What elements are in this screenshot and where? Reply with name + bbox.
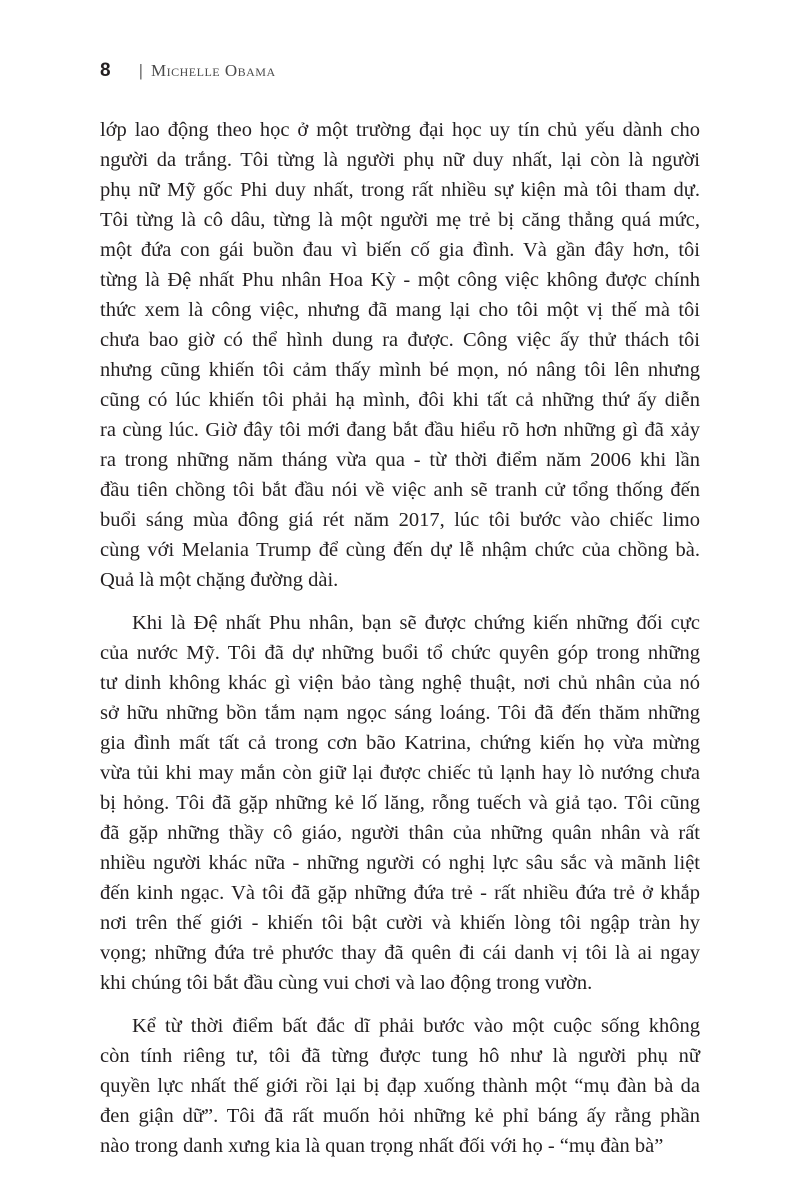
text-line: Quả là một chặng đường dài.	[100, 569, 339, 591]
text-line: một đứa con gái buồn đau vì biến cố gia đình. Và gần đây hơn, tôi	[100, 239, 700, 261]
text-line: ra cùng lúc. Giờ đây tôi mới đang bắt đầu hiểu rõ hơn những gì đã xảy	[100, 419, 700, 441]
text-line: bị hỏng. Tôi đã gặp những kẻ lố lăng, rỗng tuếch và giả tạo. Tôi cũng	[100, 792, 700, 814]
text-line: đến kinh ngạc. Và tôi đã gặp những đứa trẻ - rất nhiều đứa trẻ ở khắp	[100, 882, 700, 904]
text-line: Kể từ thời điểm bất đắc dĩ phải bước vào một cuộc sống không	[132, 1015, 700, 1037]
header-separator: |	[138, 61, 143, 80]
paragraph	[100, 608, 700, 998]
text-line: nào trong danh xưng kia là quan trọng nhất đối với họ - “mụ đàn bà”	[100, 1135, 664, 1157]
text-line: nhiều người khác nữa - những người có nghị lực sâu sắc và mãnh liệt	[100, 852, 700, 874]
text-line: còn tính riêng tư, tôi đã từng được tung hô như là người phụ nữ	[100, 1045, 700, 1067]
text-line: buổi sáng mùa đông giá rét năm 2017, lúc tôi bước vào chiếc limo	[100, 509, 700, 531]
text-line: chưa bao giờ có thể hình dung ra được. Công việc ấy thử thách tôi	[100, 329, 700, 351]
text-line: vừa tủi khi may mắn còn giữ lại được chiếc tủ lạnh hay lò nướng chưa	[100, 762, 700, 784]
text-line: thức xem là công việc, nhưng đã mang lại cho tôi một vị thế mà tôi	[100, 299, 700, 321]
page-number: 8	[100, 60, 111, 81]
text-line: ra trong những năm tháng vừa qua - từ thời điểm năm 2006 khi lần	[100, 449, 700, 471]
text-line: đen giận dữ”. Tôi đã rất muốn hỏi những kẻ phỉ báng ấy rằng phần	[100, 1105, 700, 1127]
text-line: khi chúng tôi bắt đầu cùng vui chơi và lao động trong vườn.	[100, 972, 593, 994]
text-line: Tôi từng là cô dâu, từng là một người mẹ trẻ bị căng thẳng quá mức,	[100, 209, 700, 231]
text-line: đầu tiên chồng tôi bắt đầu nói về việc anh sẽ tranh cử tổng thống đến	[100, 479, 700, 501]
text-line: cùng với Melania Trump để cùng đến dự lễ nhậm chức của chồng bà.	[100, 539, 700, 561]
paragraph	[100, 1011, 700, 1161]
text-line: quyền lực nhất thế giới rồi lại bị đạp xuống thành một “mụ đàn bà da	[100, 1075, 700, 1097]
text-line: từng là Đệ nhất Phu nhân Hoa Kỳ - một công việc không được chính	[100, 269, 700, 291]
text-line: đã gặp những thầy cô giáo, người thân của những quân nhân và rất	[100, 822, 700, 844]
running-head-author: Michelle Obama	[151, 61, 276, 80]
text-line: phụ nữ Mỹ gốc Phi duy nhất, trong rất nhiều sự kiện mà tôi tham dự.	[100, 179, 700, 201]
text-line: của nước Mỹ. Tôi đã dự những buổi tổ chức quyên góp trong những	[100, 642, 700, 664]
text-line: Khi là Đệ nhất Phu nhân, bạn sẽ được chứng kiến những đối cực	[132, 612, 700, 634]
text-line: sở hữu những bồn tắm nạm ngọc sáng loáng. Tôi đã đến thăm những	[100, 702, 700, 724]
text-line: gia đình mất tất cả trong cơn bão Katrina, chứng kiến họ vừa mừng	[100, 732, 700, 754]
text-line: tư dinh không khác gì viện bảo tàng nghệ thuật, nơi chủ nhân của nó	[100, 672, 700, 694]
text-line: người da trắng. Tôi từng là người phụ nữ duy nhất, lại còn là người	[100, 149, 700, 171]
text-line: vọng; những đứa trẻ phước thay đã quên đi cái danh vị tôi là ai ngay	[100, 942, 700, 964]
text-line: nơi trên thế giới - khiến tôi bật cười và khiến lòng tôi ngập tràn hy	[100, 912, 700, 934]
paragraph	[100, 115, 700, 595]
text-line: nhưng cũng khiến tôi cảm thấy mình bé mọn, nó nâng tôi lên nhưng	[100, 359, 700, 381]
text-line: lớp lao động theo học ở một trường đại học uy tín chủ yếu dành cho	[100, 119, 700, 141]
running-header	[100, 60, 276, 90]
body-text	[100, 115, 700, 1174]
text-line: cũng có lúc khiến tôi phải hạ mình, đôi khi tất cả những thứ ấy diễn	[100, 389, 700, 411]
